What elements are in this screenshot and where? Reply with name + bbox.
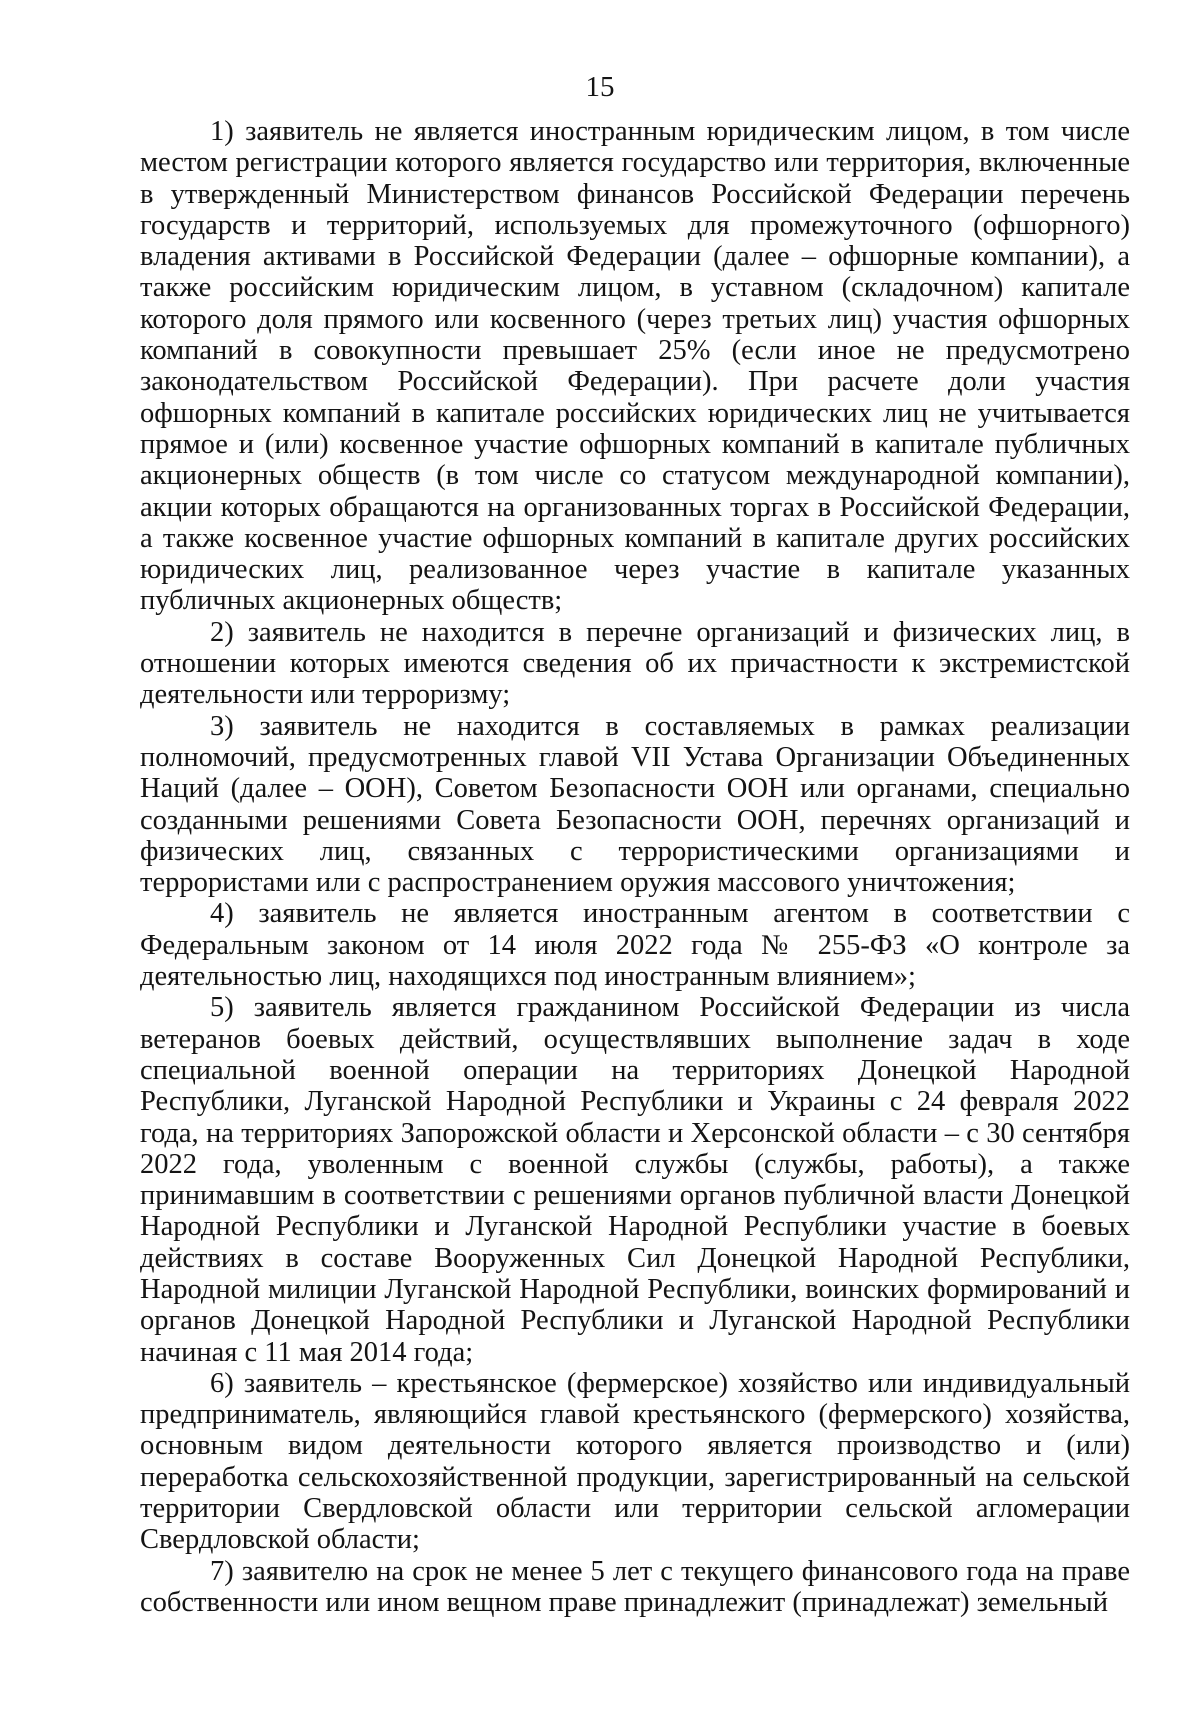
paragraph-item-5: 5) заявитель является гражданином Российской Федерации из числа ветеранов боевых действий, осуществлявших выполнение задач в ходе специальной военной операции на территориях Донецкой Народной Республики, Луганской Народной Республики и Украины с 24 февраля 2022 года, на территориях Запорожской области и Херсонской области – с 30 сентября 2022 года, уволенным с военной службы (службы, работы), а также принимавшим в соответствии с решениями органов публичной власти Донецкой Народной Республики и Луганской Народной Республики участие в боевых действиях в составе Вооруженных Сил Донецкой Народной Республики, Народной милиции Луганской Народной Республики, воинских формирований и органов Донецкой Народной Республики и Луганской Народной Республики начиная с 11 мая 2014 года; bbox=[140, 992, 1130, 1368]
paragraph-item-6: 6) заявитель – крестьянское (фермерское) хозяйство или индивидуальный предприниматель, являющийся главой крестьянского (фермерского) хозяйства, основным видом деятельности которого является производство и (или) переработка сельскохозяйственной продукции, зарегистрированный на сельской территории Свердловской области или территории сельской агломерации Свердловской области; bbox=[140, 1367, 1130, 1556]
paragraph-item-3: 3) заявитель не находится в составляемых в рамках реализации полномочий, предусмотренных главой VII Устава Организации Объединенных Наций (далее – ООН), Советом Безопасности ООН или органами, специально созданными решениями Совета Безопасности ООН, перечнях организаций и физических лиц, связанных с террористическими организациями и террористами или с распространением оружия массового уничтожения; bbox=[140, 710, 1130, 899]
paragraph-item-7: 7) заявителю на срок не менее 5 лет с текущего финансового года на праве собственности или ином вещном праве принадлежит (принадлежат) земельный bbox=[140, 1555, 1130, 1618]
paragraph-item-1: 1) заявитель не является иностранным юридическим лицом, в том числе местом регистрации которого является государство или территория, включенные в утвержденный Министерством финансов Российской Федерации перечень государств и территорий, используемых для промежуточного (офшорного) владения активами в Российской Федерации (далее – офшорные компании), а также российским юридическим лицом, в уставном (складочном) капитале которого доля прямого или косвенного (через третьих лиц) участия офшорных компаний в совокупности превышает 25% (если иное не предусмотрено законодательством Российской Федерации). При расчете доли участия офшорных компаний в капитале российских юридических лиц не учитывается прямое и (или) косвенное участие офшорных компаний в капитале публичных акционерных обществ (в том числе со статусом международной компании), акции которых обращаются на организованных торгах в Российской Федерации, а также косвенное участие офшорных компаний в капитале других российских юридических лиц, реализованное через участие в капитале указанных публичных акционерных обществ; bbox=[140, 116, 1130, 617]
document-body bbox=[140, 116, 1130, 1618]
page-number: 15 bbox=[585, 71, 615, 103]
paragraph-item-4: 4) заявитель не является иностранным агентом в соответствии с Федеральным законом от 14 июля 2022 года № 255-ФЗ «О контроле за деятельностью лиц, находящихся под иностранным влиянием»; bbox=[140, 898, 1130, 993]
paragraph-item-2: 2) заявитель не находится в перечне организаций и физических лиц, в отношении которых имеются сведения об их причастности к экстремистской деятельности или терроризму; bbox=[140, 616, 1130, 711]
